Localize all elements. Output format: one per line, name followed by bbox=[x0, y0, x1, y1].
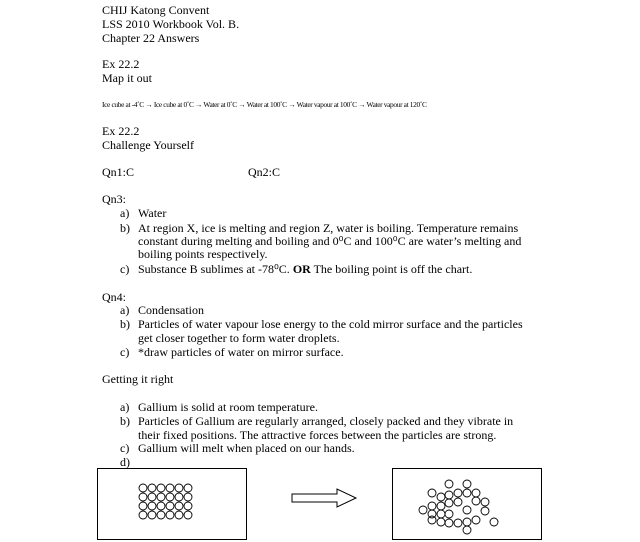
particle bbox=[175, 502, 183, 510]
solid-particles-diagram bbox=[97, 468, 247, 540]
particle bbox=[437, 510, 445, 518]
answer-text: Condensation bbox=[138, 303, 204, 317]
state-sequence: Ice cube at -4˚C → Ice cube at 0˚C → Water at 0˚C → Water at 100˚C → Water vapour at 100˚C → Water vapour at 120˚C bbox=[102, 100, 427, 109]
answer-text: At region X, ice is melting and region Z, water is boiling. Temperature remains bbox=[138, 221, 519, 235]
particle bbox=[463, 526, 471, 534]
section-title: Map it out bbox=[102, 71, 152, 85]
or-emphasis: OR bbox=[292, 262, 311, 276]
particle bbox=[148, 484, 156, 492]
particle bbox=[166, 511, 174, 519]
particle bbox=[175, 511, 183, 519]
answer-text: Gallium is solid at room temperature. bbox=[138, 400, 318, 414]
particle bbox=[428, 502, 436, 510]
particle bbox=[157, 502, 165, 510]
particle bbox=[463, 506, 471, 514]
particle bbox=[445, 510, 453, 518]
particle bbox=[463, 518, 471, 526]
particle bbox=[184, 511, 192, 519]
answer-text: get closer together to form water droplets. bbox=[138, 331, 340, 345]
particle bbox=[437, 493, 445, 501]
particle bbox=[139, 493, 147, 501]
answer-text: Particles of water vapour lose energy to the cold mirror surface and the particles bbox=[138, 317, 523, 331]
answer-qn1: Qn1:C bbox=[102, 165, 135, 179]
particle bbox=[481, 507, 489, 515]
arrow-right-icon bbox=[290, 487, 360, 509]
list-letter: a) bbox=[120, 206, 130, 220]
answer-text-part: Substance B sublimes at -78⁰C. bbox=[138, 262, 293, 276]
answer-text: Water bbox=[138, 206, 167, 220]
answer-text: their fixed positions. The attractive forces between the particles are strong. bbox=[138, 428, 497, 442]
particle bbox=[166, 502, 174, 510]
answer-text: Gallium will melt when placed on our hands. bbox=[138, 441, 355, 455]
section-title: Challenge Yourself bbox=[102, 138, 194, 152]
list-letter: b) bbox=[120, 317, 130, 331]
section-title: Getting it right bbox=[102, 372, 174, 386]
particle bbox=[445, 491, 453, 499]
chapter-title: Chapter 22 Answers bbox=[102, 31, 200, 45]
particle bbox=[472, 497, 480, 505]
list-letter: c) bbox=[120, 262, 130, 276]
list-letter: c) bbox=[120, 441, 130, 455]
particle bbox=[454, 489, 462, 497]
answer-text: boiling points respectively. bbox=[138, 247, 268, 261]
answer-text-part: The boiling point is off the chart. bbox=[310, 262, 473, 276]
answer-qn2: Qn2:C bbox=[248, 165, 281, 179]
particle bbox=[157, 511, 165, 519]
particle bbox=[437, 502, 445, 510]
particle bbox=[148, 511, 156, 519]
particle bbox=[139, 484, 147, 492]
particle bbox=[148, 502, 156, 510]
particle bbox=[481, 498, 489, 506]
particle bbox=[472, 516, 480, 524]
answer-text: *draw particles of water on mirror surface. bbox=[138, 345, 344, 359]
list-letter: b) bbox=[120, 221, 130, 235]
particle bbox=[419, 506, 427, 514]
particle bbox=[445, 480, 453, 488]
particle bbox=[139, 511, 147, 519]
particle bbox=[157, 493, 165, 501]
particle bbox=[184, 502, 192, 510]
particle bbox=[437, 518, 445, 526]
particle bbox=[175, 484, 183, 492]
answer-text bbox=[138, 262, 472, 276]
list-letter: a) bbox=[120, 400, 130, 414]
exercise-label: Ex 22.2 bbox=[102, 57, 140, 71]
particle bbox=[166, 484, 174, 492]
qn4-label: Qn4: bbox=[102, 290, 126, 304]
particle bbox=[428, 516, 436, 524]
particle bbox=[175, 493, 183, 501]
liquid-particles-diagram bbox=[392, 468, 542, 540]
list-letter: d) bbox=[120, 455, 130, 469]
particle bbox=[166, 493, 174, 501]
particle bbox=[148, 493, 156, 501]
list-letter: b) bbox=[120, 414, 130, 428]
list-letter: a) bbox=[120, 303, 130, 317]
exercise-label: Ex 22.2 bbox=[102, 124, 140, 138]
workbook-title: LSS 2010 Workbook Vol. B. bbox=[102, 17, 240, 31]
particle bbox=[139, 502, 147, 510]
particle bbox=[184, 484, 192, 492]
particle bbox=[472, 489, 480, 497]
school-name: CHIJ Katong Convent bbox=[102, 3, 210, 17]
particle bbox=[445, 499, 453, 507]
answer-text: Particles of Gallium are regularly arranged, closely packed and they vibrate in bbox=[138, 414, 514, 428]
particle bbox=[454, 519, 462, 527]
list-letter: c) bbox=[120, 345, 130, 359]
particle bbox=[157, 484, 165, 492]
particle bbox=[445, 519, 453, 527]
qn3-label: Qn3: bbox=[102, 192, 126, 206]
particle bbox=[454, 498, 462, 506]
particle bbox=[463, 489, 471, 497]
particle bbox=[184, 493, 192, 501]
particle bbox=[428, 489, 436, 497]
particle bbox=[490, 518, 498, 526]
particle bbox=[463, 480, 471, 488]
answer-text: constant during melting and boiling and 0⁰C and 100⁰C are water’s melting and bbox=[138, 234, 522, 248]
